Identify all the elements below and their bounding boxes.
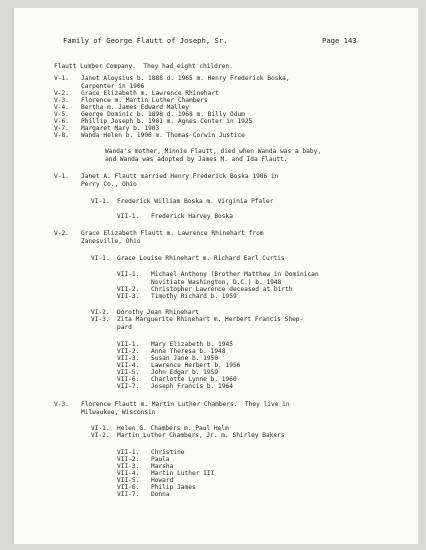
v-entry: Phillip Joseph b. 1901 m. Agnes Center in 1925 <box>81 118 253 125</box>
vii-entry: Marsha <box>151 463 174 470</box>
v-entry: George Dominic b. 1898 d. 1968 m. Billy Odum <box>81 111 245 118</box>
vii-code: VII-3. <box>117 293 140 300</box>
section-line: Florence Flautt m. Martin Luther Chambers. They live in <box>81 401 290 408</box>
v-entry: Janet Aloysius b. 1888 d. 1965 m. Henry Frederick Boska, <box>81 75 290 82</box>
v-entry: Grace Elizabeth m. Lawrence Rhinehart <box>81 90 219 97</box>
v-entry: Florence m. Martin Luther Chambers <box>81 97 208 104</box>
page-edge <box>12 8 14 544</box>
vi-code: VI-2. <box>91 309 110 316</box>
vi-entry: Dorothy Jean Rhinehart <box>117 309 199 316</box>
v-entry: Carpenter in 1906 <box>81 83 145 90</box>
vi-code: VI-2. <box>91 432 110 439</box>
vii-code: VII-5. <box>117 477 140 484</box>
vii-entry: Michael Anthony (Brother Matthew in Dominican <box>151 271 319 278</box>
v-code: V-1. <box>54 75 69 82</box>
vii-entry: Anna Theresa b. 1948 <box>151 348 226 355</box>
vi-entry: Helen G. Chambers m. Paul Helm <box>117 425 229 432</box>
vi-entry: Martin Luther Chambers, Jr. m. Shirley Bakers <box>117 432 285 439</box>
vi-code: VI-1. <box>91 255 110 262</box>
vii-code: VII-2. <box>117 348 140 355</box>
v-code: V-5. <box>54 111 69 118</box>
vii-entry: Christine <box>151 449 185 456</box>
v-code: V-4. <box>54 104 69 111</box>
vii-code: VII-1. <box>117 341 140 348</box>
vii-entry: Philip James <box>151 484 196 491</box>
vii-code: VII-7. <box>117 383 140 390</box>
intro-text: Flautt Lumber Company. They had eight children. <box>54 63 233 70</box>
document-page <box>12 8 418 544</box>
v-code: V-6. <box>54 118 69 125</box>
vii-entry: Novitiate Washington, D.C.) b. 1948 <box>151 279 282 286</box>
v-code: V-3. <box>54 401 69 408</box>
vii-entry: Christopher Lawrence deceased at birth <box>151 286 293 293</box>
page-number: Page 143 <box>322 36 357 45</box>
page-title: Family of George Flautt of Joseph, Sr. <box>63 36 228 45</box>
vii-entry: Paula <box>151 456 170 463</box>
v-code: V-3. <box>54 97 69 104</box>
vi-code: VI-1. <box>91 425 110 432</box>
vii-entry: John Edgar b. 1959 <box>151 369 219 376</box>
vii-code: VII-6. <box>117 484 140 491</box>
section-line: Zanesville, Ohio <box>81 238 141 245</box>
vii-code: VII-1. <box>117 271 140 278</box>
vii-entry: Mary Elizabeth b. 1945 <box>151 341 233 348</box>
vii-entry: Timothy Richard b. 1959 <box>151 293 237 300</box>
vii-code: VII-6. <box>117 376 140 383</box>
section-line: Milwaukee, Wisconsin <box>81 409 156 416</box>
vii-entry: Joseph Francis b. 1964 <box>151 383 233 390</box>
v-code: V-7. <box>54 125 69 132</box>
vii-entry: Susan Jane b. 1950 <box>151 355 219 362</box>
v-entry: Bertha m. James Edward Malley <box>81 104 190 111</box>
vi-entry: Frederick William Boska m. Virginia Pfaler <box>117 198 274 205</box>
vi-entry: pard <box>117 324 132 331</box>
vii-entry: Howard <box>151 477 174 484</box>
vi-entry: Zita Marguerite Rhinehart m. Herbert Francis Shep- <box>117 316 304 323</box>
vii-code: VII-3. <box>117 463 140 470</box>
vii-code: VII-1. <box>117 213 140 220</box>
vii-entry: Martin Luther III <box>151 470 215 477</box>
v-code: V-8. <box>54 132 69 139</box>
vii-entry: Lawrence Herbert b. 1956 <box>151 362 241 369</box>
vi-entry: Grace Louise Rhinehart m. Richard Earl Curtis <box>117 255 285 262</box>
note-line: Wanda's mother, Minnie Flautt, died when Wanda was a baby, <box>105 148 322 155</box>
vii-code: VII-1. <box>117 449 140 456</box>
v-code: V-2. <box>54 90 69 97</box>
section-line: Perry Co., Ohio <box>81 181 137 188</box>
note-line: and Wanda was adopted by James M. and Ida Flautt. <box>105 156 288 163</box>
vii-entry: Charlotte Lynne b. 1960 <box>151 376 237 383</box>
vii-code: VII-4. <box>117 470 140 477</box>
vii-code: VII-3. <box>117 355 140 362</box>
v-code: V-1. <box>54 173 69 180</box>
section-line: Grace Elizabeth Flautt m. Lawrence Rhinehart from <box>81 230 264 237</box>
v-code: V-2. <box>54 230 69 237</box>
section-line: Janet A. Flautt married Henry Frederick Boska 1906 in <box>81 173 279 180</box>
vi-code: VI-3. <box>91 316 110 323</box>
vii-code: VII-7. <box>117 491 140 498</box>
vii-code: VII-4. <box>117 362 140 369</box>
vii-code: VII-5. <box>117 369 140 376</box>
vii-entry: Donna <box>151 491 170 498</box>
vii-code: VII-2. <box>117 456 140 463</box>
vi-code: VI-1. <box>91 198 110 205</box>
v-entry: Wanda Helen b. 1906 m. Thomas Corwin Justice <box>81 132 245 139</box>
vii-code: VII-2. <box>117 286 140 293</box>
v-entry: Margaret Mary b. 1903 <box>81 125 160 132</box>
vii-entry: Frederick Harvey Boska <box>151 213 233 220</box>
